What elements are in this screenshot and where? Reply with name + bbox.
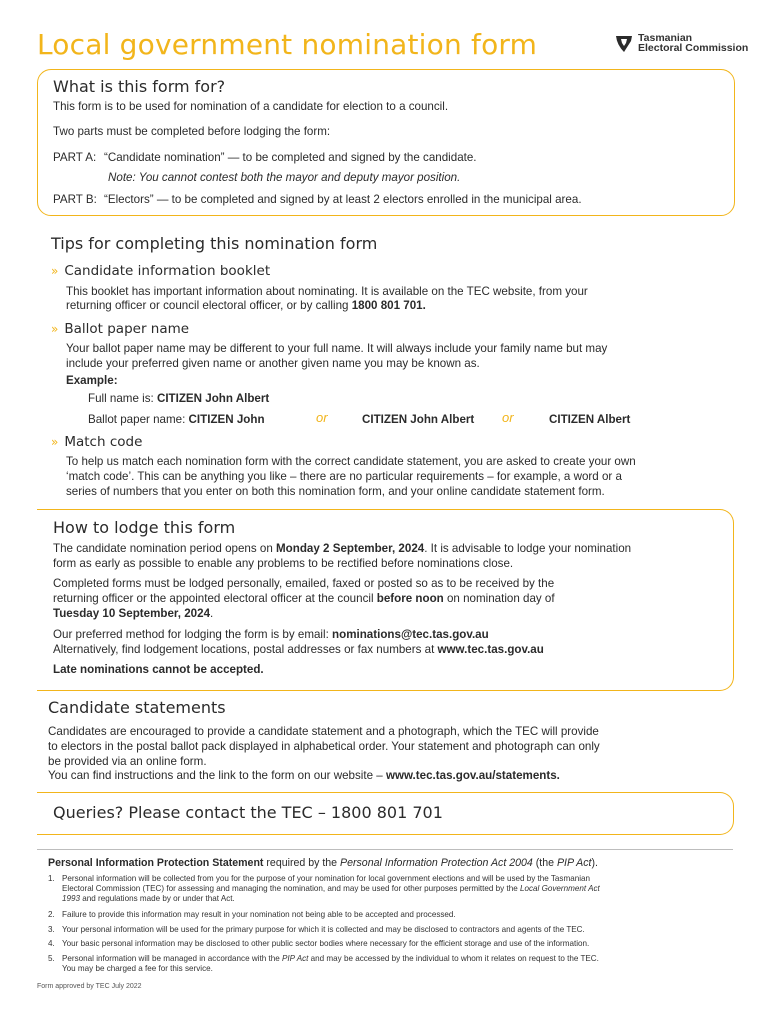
privacy-item-1-l3: 1993 and regulations made by or under that Act. — [62, 894, 235, 903]
statements-link[interactable]: www.tec.tas.gov.au/statements. — [385, 769, 560, 782]
match-line1: To help us match each nomination form with the correct candidate statement, you are asked to create your own — [66, 455, 636, 468]
queries-heading: Queries? Please contact the TEC – 1800 801 701 — [53, 803, 443, 822]
ballotname-example: Ballot paper name: CITIZEN John — [88, 413, 265, 426]
what-p2: Two parts must be completed before lodging the form: — [53, 125, 331, 138]
tec-logo — [614, 33, 748, 53]
match-line3: series of numbers that you enter on both this nomination form, and your online candidate statement form. — [66, 485, 605, 498]
privacy-item-1-l2: Electoral Commission (TEC) for assessing and managing the nomination, and may be used for other purposes permitted by the Local Government Act — [62, 884, 600, 893]
ballot-option-2: CITIZEN John Albert — [362, 413, 475, 426]
statements-line1: Candidates are encouraged to provide a candidate statement and a photograph, which the TEC will provide — [48, 725, 599, 738]
fullname-example: Full name is: CITIZEN John Albert — [88, 392, 270, 405]
privacy-item-3: Your personal information will be used for the primary purpose for which it is collected and may be disclosed to contractors and agents of the TEC. — [62, 925, 585, 934]
privacy-num-1: 1. — [48, 874, 55, 883]
statements-heading: Candidate statements — [48, 698, 226, 717]
example-label: Example: — [66, 374, 118, 387]
statements-line3: be provided via an online form. — [48, 755, 207, 768]
tec-logo-icon — [614, 33, 634, 53]
booklet-line2: returning officer or council electoral officer, or by calling 1800 801 701. — [66, 299, 426, 312]
ballot-line1: Your ballot paper name may be different to your full name. It will always include your family name but may — [66, 342, 608, 355]
or-2: or — [502, 410, 514, 425]
privacy-item-5-l2: You may be charged a fee for this service. — [62, 964, 213, 973]
lodge-line3: Completed forms must be lodged personally, emailed, faxed or posted so as to be received by the — [53, 577, 555, 590]
lodge-line7: Alternatively, find lodgement locations, postal addresses or fax numbers at www.tec.tas.gov.au — [53, 643, 544, 656]
part-b-label: PART B: — [53, 193, 97, 206]
statements-line2: to electors in the postal ballot pack displayed in alphabetical order. Your statement and photograph can only — [48, 740, 600, 753]
chevron-icon: » — [51, 435, 59, 449]
tips-heading: Tips for completing this nomination form — [51, 234, 378, 253]
booklet-subheading: » Candidate information booklet — [51, 263, 271, 279]
form-approval-footer: Form approved by TEC July 2022 — [37, 983, 142, 990]
privacy-item-4: Your basic personal information may be disclosed to other public sector bodies where necessary for the efficient storage and use of the information. — [62, 939, 590, 948]
what-heading: What is this form for? — [53, 77, 226, 96]
what-p1: This form is to be used for nomination of a candidate for election to a council. — [53, 100, 449, 113]
part-a-text: “Candidate nomination” — to be completed and signed by the candidate. — [104, 151, 477, 164]
ballot-option-3: CITIZEN Albert — [549, 413, 631, 426]
privacy-item-1-l1: Personal information will be collected from you for the purpose of your nomination for local government elections and will be used by the Tasmanian — [62, 874, 591, 883]
part-a-label: PART A: — [53, 151, 97, 164]
privacy-divider — [37, 849, 733, 850]
email-link[interactable]: nominations@tec.tas.gov.au — [332, 628, 489, 641]
statements-line4: You can find instructions and the link to the form on our website – www.tec.tas.gov.au/statements. — [48, 769, 560, 782]
lodge-line1: The candidate nomination period opens on Monday 2 September, 2024. It is advisable to lodge your nomination — [53, 542, 632, 555]
privacy-title: Personal Information Protection Statement required by the Personal Information Protection Act 2004 (the PIP Act). — [48, 857, 598, 869]
part-b-text: “Electors” — to be completed and signed by at least 2 electors enrolled in the municipal area. — [104, 193, 582, 206]
chevron-icon: » — [51, 264, 59, 278]
privacy-num-3: 3. — [48, 925, 55, 934]
lodge-line6: Our preferred method for lodging the form is by email: nominations@tec.tas.gov.au — [53, 628, 489, 641]
ballot-line2: include your preferred given name or another given name you may be known as. — [66, 357, 480, 370]
chevron-icon: » — [51, 322, 59, 336]
match-line2: ‘match code’. This can be anything you like – there are no particular requirements – for example, a word or a — [66, 470, 622, 483]
privacy-item-2: Failure to provide this information may result in your nomination not being able to be accepted and processed. — [62, 910, 456, 919]
or-1: or — [316, 410, 328, 425]
lodge-line4: returning officer or the appointed electoral officer at the council before noon on nomination day of — [53, 592, 555, 605]
booklet-line1: This booklet has important information about nominating. It is available on the TEC website, from your — [66, 285, 588, 298]
privacy-item-5-l1: Personal information will be managed in accordance with the PIP Act and may be accessed by the individual to whom it relates on request to the TEC. — [62, 954, 599, 963]
ballot-subheading: » Ballot paper name — [51, 321, 190, 337]
page-title: Local government nomination form — [37, 28, 538, 61]
lodge-heading: How to lodge this form — [53, 518, 236, 537]
privacy-num-4: 4. — [48, 939, 55, 948]
late-notice: Late nominations cannot be accepted. — [53, 663, 264, 676]
logo-text: Tasmanian Electoral Commission — [638, 32, 749, 54]
match-subheading: » Match code — [51, 434, 143, 450]
part-a-note: Note: You cannot contest both the mayor and deputy mayor position. — [108, 171, 461, 184]
lodge-line5: Tuesday 10 September, 2024. — [53, 607, 214, 620]
website-link[interactable]: www.tec.tas.gov.au — [437, 643, 544, 656]
privacy-num-5: 5. — [48, 954, 55, 963]
lodge-line2: form as early as possible to enable any problems to be rectified before nominations close. — [53, 557, 514, 570]
privacy-num-2: 2. — [48, 910, 55, 919]
